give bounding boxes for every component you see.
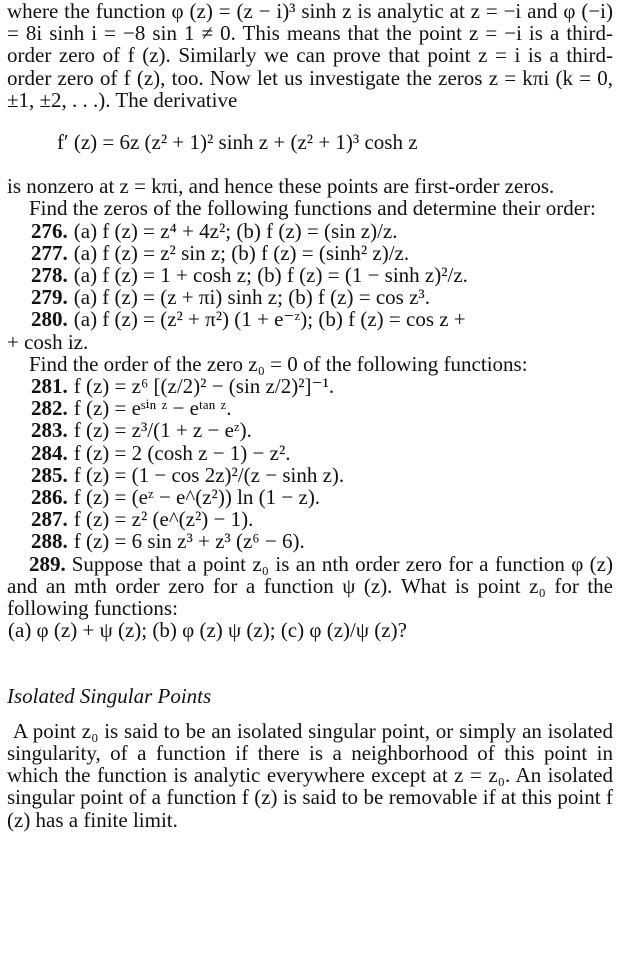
section-heading: Isolated Singular Points [7, 684, 212, 709]
paragraph-first-order-zeros: is nonzero at z = kπi, and hence these points are first-order zeros. [7, 174, 555, 199]
problem-284 [7, 442, 613, 464]
derivative-formula: f′ (z) = 6z (z² + 1)² sinh z + (z² + 1)³ cosh z [57, 130, 418, 155]
problem-number: 280. [31, 307, 68, 332]
problem-number: 287. [31, 507, 68, 532]
problem-279 [7, 286, 613, 308]
problem-278 [7, 264, 613, 286]
problem-number: 277. [31, 240, 68, 265]
problem-287 [7, 508, 613, 530]
problem-289-parts: (a) φ (z) + ψ (z); (b) φ (z) ψ (z); (c) φ (z)/ψ (z)? [8, 618, 407, 643]
problem-281 [7, 375, 613, 397]
problem-286 [7, 486, 613, 508]
problem-285 [7, 464, 613, 486]
problem-text: (a) f (z) = (z² + π²) (1 + e⁻ᶻ); (b) f (z) = cos z + [73, 307, 466, 332]
problem-text: f (z) = eˢⁱⁿ ᶻ − eᵗᵃⁿ ᶻ. [73, 396, 232, 421]
problem-288 [7, 530, 613, 552]
problem-text: (a) f (z) = (z + πi) sinh z; (b) f (z) = cos z³. [73, 285, 430, 310]
problem-number: 281. [31, 374, 68, 399]
problem-280 [7, 308, 613, 330]
problem-text: (a) f (z) = z² sin z; (b) f (z) = (sinh² z)/z. [73, 240, 410, 265]
problem-number: 276. [31, 218, 68, 243]
problem-text: f (z) = (1 − cos 2z)²/(z − sinh z). [73, 462, 345, 487]
problem-text: f (z) = 6 sin z³ + z³ (z⁶ − 6). [73, 529, 305, 554]
problem-number: 286. [31, 485, 68, 510]
problem-289 [7, 553, 613, 620]
problem-text: f (z) = z³/(1 + z − eᶻ). [73, 418, 252, 443]
problem-280-continuation: + cosh iz. [7, 329, 89, 354]
instruction-find-order: Find the order of the zero z₀ = 0 of the following functions: [29, 351, 528, 376]
problem-276 [7, 220, 613, 242]
problem-text: (a) f (z) = z⁴ + 4z²; (b) f (z) = (sin z)/z. [73, 218, 398, 243]
instruction-find-zeros: Find the zeros of the following functions and determine their order: [29, 196, 596, 221]
problem-text: (a) f (z) = 1 + cosh z; (b) f (z) = (1 − sinh z)²/z. [73, 263, 468, 288]
problem-text: f (z) = z² (e^(z²) − 1). [73, 507, 254, 532]
problem-number: 282. [31, 396, 68, 421]
problem-text: f (z) = z⁶ [(z/2)² − (sin z/2)²]⁻¹. [73, 374, 335, 399]
problem-277 [7, 242, 613, 264]
problem-list-zeros [7, 220, 613, 353]
problem-text: f (z) = (eᶻ − e^(z²)) ln (1 − z). [73, 485, 321, 510]
problem-number: 285. [31, 462, 68, 487]
problem-283 [7, 419, 613, 441]
problem-number: 283. [31, 418, 68, 443]
problem-number: 289. [29, 551, 66, 576]
problem-number: 278. [31, 263, 68, 288]
problem-text: Suppose that a point z₀ is an nth order zero for a function φ (z) and an mth order zero for a function ψ (z). What is point z₀ for the following functions: [7, 551, 613, 621]
problem-282 [7, 397, 613, 419]
problem-text: f (z) = 2 (cosh z − 1) − z². [73, 440, 291, 465]
problem-list-order [7, 375, 613, 553]
problem-number: 284. [31, 440, 68, 465]
section-paragraph: A point z₀ is said to be an isolated singular point, or simply an isolated singularity, of a function if there is a neighborhood of this point in which the function is analytic everywhere except at z = z₀. An isolated singular point of a function f (z) is said to be removable if at this point f (z) has a finite limit. [7, 718, 613, 832]
problem-number: 288. [31, 529, 68, 554]
problem-number: 279. [31, 285, 68, 310]
paragraph-intro: where the function φ (z) = (z − i)³ sinh z is analytic at z = −i and φ (−i) = 8i sinh i = −8 sin 1 ≠ 0. This means that the point z = −i is a third-order zero of f (z). Similarly we can prove that point z = i is a third-order zero of f (z), too. Now let us investigate the zeros z = kπi (k = 0, ±1, ±2, . . .). The derivative [7, 0, 613, 112]
